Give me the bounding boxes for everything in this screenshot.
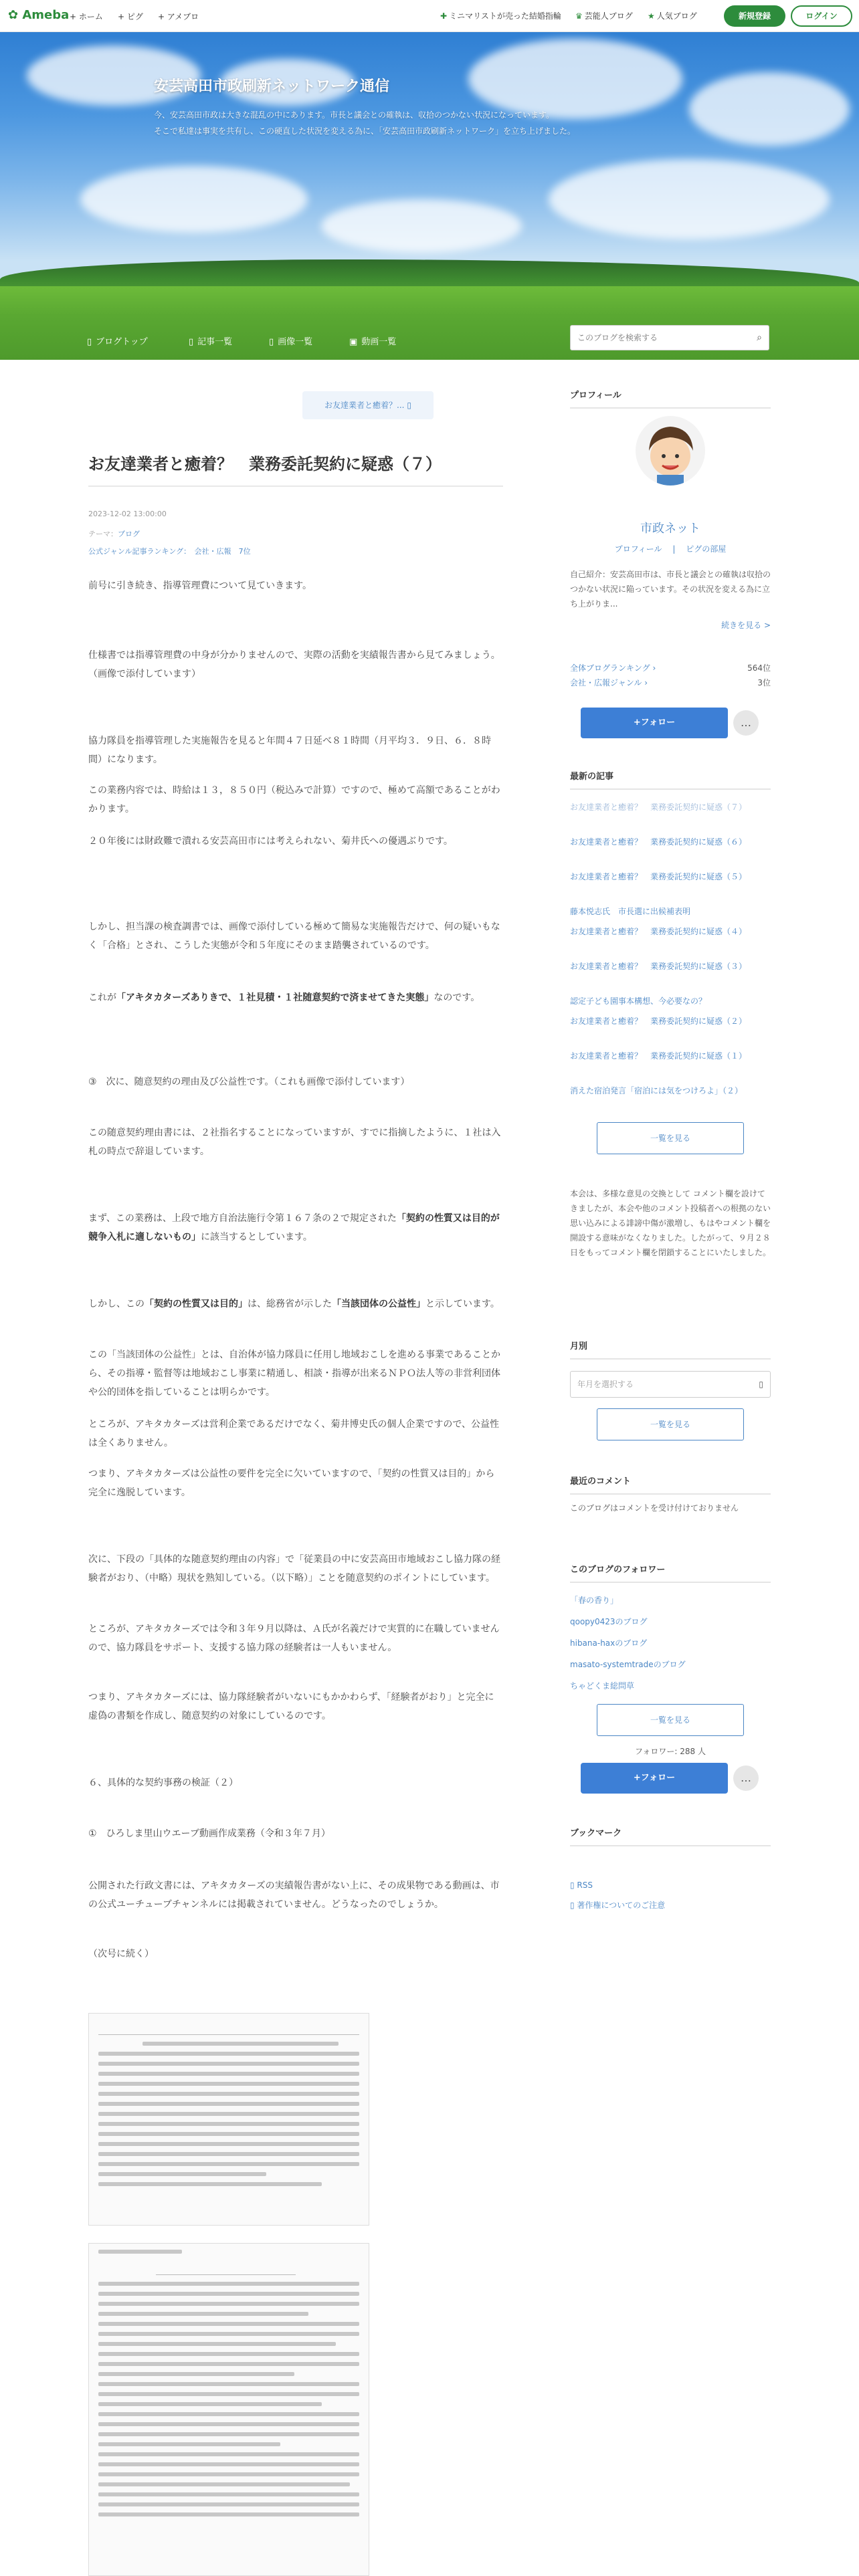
article-paragraph: まず、この業務は、上段で地方自治法施行令第１６７条の２で規定された「契約の性質又は目的が競争入札に適しないもの」に該当するとしています。	[88, 1213, 500, 1243]
profile-more-link[interactable]: 続きを見る >	[721, 621, 771, 630]
profile-heading: プロフィール	[570, 388, 771, 409]
recent-article-link[interactable]: 認定子ども園事本構想、今必要なの？	[570, 996, 707, 1006]
blog-search	[570, 325, 769, 350]
theme-link[interactable]: ブログ	[118, 530, 140, 538]
article-date: 2023-12-02 13:00:00	[88, 510, 167, 518]
nav-pig-link[interactable]: + ピグ	[118, 12, 143, 21]
recent-article-link[interactable]: お友達業者と癒着？ 業務委託契約に疑惑（７）	[570, 802, 747, 812]
follower-blog-link[interactable]: ちゃどくま総問草	[570, 1681, 635, 1691]
chevron-right-icon: ›	[650, 663, 656, 673]
nav-video-list[interactable]: ▣ 動画一覧	[349, 337, 397, 347]
article-theme: テーマ：ブログ	[88, 530, 140, 538]
profile-link[interactable]: プロフィール	[614, 544, 662, 554]
image-icon: ▯	[269, 337, 274, 347]
recent-article-link[interactable]: お友達業者と癒着？ 業務委託契約に疑惑（２）	[570, 1016, 747, 1026]
chevron-down-icon: ▯	[759, 1380, 763, 1389]
recent-comments-heading: 最近のコメント	[570, 1474, 771, 1495]
recent-article-link[interactable]: お友達業者と癒着？ 業務委託契約に疑惑（１）	[570, 1051, 747, 1061]
article-paragraph: ① ひろしま里山ウエーブ動画作成業務（令和３年７月）	[88, 1828, 330, 1839]
rss-icon: ▯	[570, 1881, 577, 1890]
article-paragraph: ２０年後には財政難で潰れる安芸高田市には考えられない、菊井氏への優遇ぶりです。	[88, 836, 453, 847]
header-link-popular[interactable]: ★ 人気ブログ	[648, 11, 697, 21]
article-paragraph: ③ 次に、随意契約の理由及び公益性です。（これも画像で添付しています）	[88, 1077, 410, 1087]
comment-notice: 本会は、多様な意見の交換として コメント欄を設けてきましたが、本会や他のコメント投稿者への根拠のない思い込みによる誹謗中傷が激増し、もはやコメント欄を開設する意味がなくなりました。したがって、９月２８日をもってコメント欄を閉鎖することにいたしました。	[570, 1189, 771, 1257]
followers-list-all-button[interactable]: 一覧を見る	[597, 1704, 744, 1736]
blog-search-input[interactable]	[571, 326, 738, 350]
header-link-celebrity[interactable]: ♛ 芸能人ブログ	[575, 11, 633, 21]
video-icon: ▣	[349, 337, 358, 347]
monthly-list-all-button[interactable]: 一覧を見る	[597, 1408, 744, 1440]
search-icon[interactable]: ⌕	[757, 332, 762, 343]
article-heading: ６、具体的な契約事務の検証（２）	[88, 1778, 238, 1788]
article-paragraph: 公開された行政文書には、アキタカターズの実績報告書がない上に、その成果物である動画は、市の公式ユーチューブチャンネルには掲載されていません。どうなったのでしょうか。	[88, 1881, 500, 1910]
ranking-genre[interactable]: 会社・広報ジャンル › 3位	[570, 678, 771, 687]
article-paragraph: つまり、アキタカターズには、協力隊経験者がいないにもかかわらず、「経験者がおり」と完全に虚偽の書類を作成し、随意契約の対象にしているのです。	[88, 1692, 494, 1721]
recent-article-link[interactable]: 藤本悦志氏 市長選に出候補表明	[570, 907, 691, 916]
home-icon: ▯	[87, 337, 92, 347]
register-button[interactable]: 新規登録	[724, 5, 785, 27]
follow-button-bottom[interactable]: +フォロー	[581, 1763, 728, 1794]
blog-description: 今、安芸高田市政は大きな混乱の中にあります。市長と議会との確執は、収拾のつかない状況になっています。 そこで私達は事実を共有し、この硬直した状況を変える為に、「安芸高田市政刷新ネットワーク」を立ち上げました。	[154, 110, 576, 136]
nav-ameblo-link[interactable]: + アメブロ	[158, 12, 199, 21]
recent-article-link[interactable]: お友達業者と癒着？ 業務委託契約に疑惑（６）	[570, 837, 747, 847]
avatar[interactable]	[636, 416, 705, 486]
bookmark-heading: ブックマーク	[570, 1826, 771, 1846]
article-paragraph: しかし、この「契約の性質又は目的」は、総務省が示した「当該団体の公益性」と示しています。	[88, 1299, 500, 1309]
more-options-button-bottom[interactable]: …	[733, 1765, 759, 1791]
star-icon: ★	[648, 11, 655, 21]
article-paragraph: この業務内容では、時給は１３，８５０円（税込みで計算）ですので、極めて高額であることがわかります。	[88, 785, 500, 815]
info-icon: ▯	[407, 401, 411, 410]
nav-image-list[interactable]: ▯ 画像一覧	[269, 337, 313, 347]
copyright-notice-link[interactable]: ▯ 著作権についてのご注意	[570, 1901, 666, 1910]
recent-article-link[interactable]: お友達業者と癒着？ 業務委託契約に疑惑（３）	[570, 962, 747, 971]
rss-link[interactable]: ▯ RSS	[570, 1881, 593, 1890]
article-paragraph: つまり、アキタカターズは公益性の要件を完全に欠いていますので、「契約の性質又は目的」から完全に逸脱しています。	[88, 1469, 495, 1498]
list-icon: ▯	[189, 337, 194, 347]
global-header	[0, 0, 859, 32]
document-icon: ▯	[570, 1901, 577, 1910]
login-button[interactable]: ログイン	[791, 5, 852, 27]
more-options-button[interactable]: …	[733, 710, 759, 736]
pig-room-link[interactable]: ピグの部屋	[686, 544, 727, 554]
nav-blog-top[interactable]: ▯ ブログトップ	[87, 337, 148, 347]
article-paragraph: 次に、下段の「具体的な随意契約理由の内容」で「従業員の中に安芸高田市地域おこし協力隊の経験者がおり、（中略）現状を熟知している。（以下略）」ことを随意契約のポイントにしています。	[88, 1554, 500, 1584]
article-paragraph: 前号に引き続き、指導管理費について見ていきます。	[88, 580, 312, 591]
scanned-report-image[interactable]	[88, 2013, 369, 2226]
profile-name[interactable]: 市政ネット	[640, 522, 700, 536]
article-paragraph: しかし、担当課の検査調書では、画像で添付している極めて簡易な実施報告だけで、何の疑いもなく「合格」とされ、こうした実態が令和５年度にそのまま踏襲されているのです。	[88, 922, 500, 951]
article-paragraph: 仕様書では指導管理費の中身が分かりませんので、実際の活動を実績報告書から見てみましょう。（画像で添付しています）	[88, 650, 500, 679]
recent-article-link[interactable]: お友達業者と癒着？ 業務委託契約に疑惑（４）	[570, 927, 747, 936]
crown-icon: ♛	[575, 11, 583, 21]
follow-button[interactable]: +フォロー	[581, 708, 728, 738]
follower-count: フォロワー: 288 人	[635, 1747, 706, 1756]
article-theme-link[interactable]: お友達業者と癒着？... ▯	[302, 391, 434, 419]
profile-links: プロフィール | ピグの部屋	[614, 544, 727, 554]
follower-blog-link[interactable]: 「春の香り」	[570, 1596, 619, 1605]
comments-disabled-text: このブログはコメントを受け付けておりません	[570, 1503, 739, 1513]
blog-header-image	[0, 32, 859, 360]
header-link-minimalist[interactable]: ✚ ミニマリストが売った結婚指輪	[440, 11, 561, 21]
article-paragraph: （次号に続く）	[88, 1949, 154, 1959]
article-paragraph: この「当該団体の公益性」とは、自治体が協力隊員に任用し地域おこしを進める事業であることから、その指導・監督等は地域おこし事業に精通し、相談・指導が出来るＮＰＯ法人等の非営利団体や公的団体を指していることは明らかです。	[88, 1350, 500, 1398]
follower-blog-link[interactable]: hibana-haxのブログ	[570, 1638, 648, 1648]
title-divider	[88, 486, 503, 487]
followers-heading: このブログのフォロワー	[570, 1562, 771, 1583]
recent-list-all-button[interactable]: 一覧を見る	[597, 1122, 744, 1154]
recent-article-link[interactable]: お友達業者と癒着？ 業務委託契約に疑惑（５）	[570, 872, 747, 881]
profile-intro: 自己紹介：安芸高田市は、市長と議会との確執は収拾のつかない状況に陥っています。その状況を変える為に立ち上がりま...	[570, 570, 771, 609]
follower-blog-link[interactable]: qoopy0423のブログ	[570, 1617, 648, 1626]
recent-articles-heading: 最新の記事	[570, 769, 771, 790]
follower-blog-link[interactable]: masato-systemtradeのブログ	[570, 1660, 686, 1669]
article-paragraph: この随意契約理由書には、２社指名することになっていますが、すでに指摘したように、１社は入札の時点で辞退しています。	[88, 1128, 501, 1157]
ameba-logo-icon: ✿	[8, 8, 19, 22]
article-paragraph: ところが、アキタカターズでは令和３年９月以降は、Ａ氏が名義だけで実質的に在職していませんので、協力隊員をサポート、支援する協力隊の経験者は一人もいません。	[88, 1624, 500, 1653]
ranking-overall[interactable]: 全体ブログランキング › 564位	[570, 663, 771, 673]
blog-title[interactable]: 安芸高田市政刷新ネットワーク通信	[154, 78, 390, 95]
recent-article-link[interactable]: 消えた宿泊発言「宿泊には気をつけろよ」（２）	[570, 1086, 743, 1095]
article-paragraph: ところが、アキタカターズは営利企業であるだけでなく、菊井博史氏の個人企業ですので、公益性は全くありません。	[88, 1419, 500, 1448]
genre-ranking-link[interactable]: 公式ジャンル記事ランキング： 会社・広報 7位	[88, 547, 251, 556]
month-select[interactable]: 年月を選択する ▯	[570, 1371, 771, 1398]
scanned-contract-image[interactable]	[88, 2243, 369, 2576]
chevron-right-icon: ›	[642, 678, 648, 687]
ameba-logo[interactable]: ✿ Ameba	[8, 8, 70, 22]
plus-icon: ✚	[440, 11, 448, 21]
article-paragraph: 協力隊員を指導管理した実施報告を見ると年間４７日延べ８１時間（月平均３．９日、６．８時間）になります。	[88, 736, 491, 765]
nav-article-list[interactable]: ▯ 記事一覧	[189, 337, 233, 347]
nav-home-link[interactable]: + ホーム	[70, 12, 103, 21]
monthly-heading: 月別	[570, 1339, 771, 1360]
article-title: お友達業者と癒着？ 業務委託契約に疑惑（７）	[88, 455, 442, 473]
article-paragraph: これが「アキタカターズありきで、１社見積・１社随意契約で済ませてきた実態」なのです。	[88, 992, 480, 1003]
